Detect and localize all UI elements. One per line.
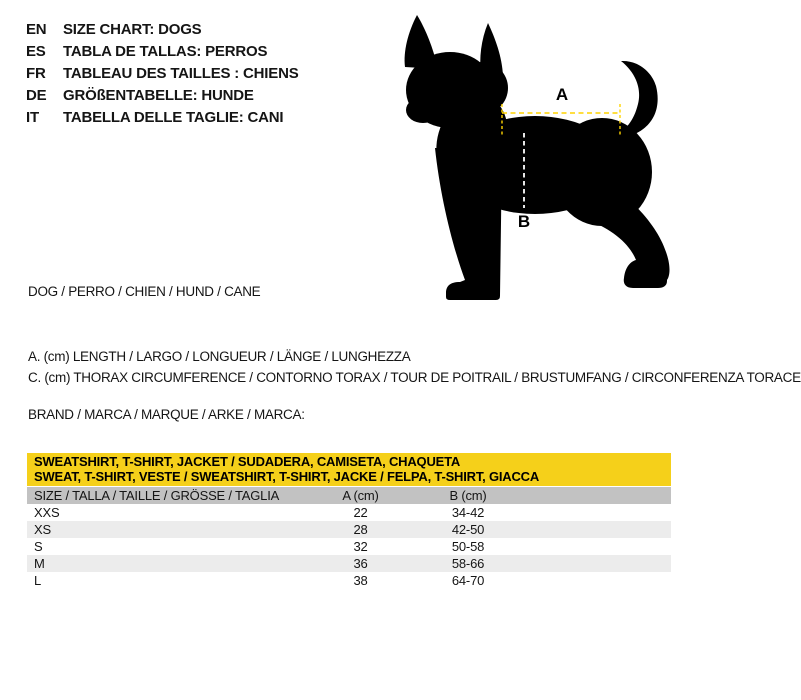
language-title: GRÖßENTABELLE: HUNDE <box>63 87 254 104</box>
a-cell: 22 <box>353 505 368 520</box>
language-title: TABLEAU DES TAILLES : CHIENS <box>63 65 299 82</box>
language-row-en <box>26 19 299 41</box>
language-list <box>26 19 299 129</box>
table-header-row <box>27 487 671 504</box>
language-code: ES <box>26 43 46 60</box>
dog-silhouette-icon <box>405 15 670 300</box>
table-row <box>27 555 671 572</box>
b-cell: 58-66 <box>451 556 485 571</box>
b-cell: 50-58 <box>451 539 485 554</box>
table-row <box>27 538 671 555</box>
language-title: SIZE CHART: DOGS <box>63 21 202 38</box>
a-cell: 32 <box>353 539 368 554</box>
legend-thorax: C. (cm) THORAX CIRCUMFERENCE / CONTORNO TORAX / TOUR DE POITRAIL / BRUSTUMFANG / CIRCONFERENZA TORACE <box>28 370 801 385</box>
a-cell: 36 <box>353 556 368 571</box>
language-title: TABELLA DELLE TAGLIE: CANI <box>63 109 284 126</box>
b-cell: 34-42 <box>451 505 485 520</box>
dog-diagram-svg <box>390 10 690 300</box>
a-cell: 38 <box>353 573 368 588</box>
measure-a-label: A <box>555 85 569 104</box>
a-cell: 28 <box>353 522 368 537</box>
size-cell: XXS <box>34 505 60 520</box>
table-row <box>27 504 671 521</box>
animal-caption: DOG / PERRO / CHIEN / HUND / CANE <box>28 284 261 299</box>
language-title: TABLA DE TALLAS: PERROS <box>63 43 268 60</box>
legend-length: A. (cm) LENGTH / LARGO / LONGUEUR / LÄNGE / LUNGHEZZA <box>28 349 411 364</box>
measure-b-label: B <box>517 212 531 231</box>
header-b-cm: B (cm) <box>449 488 487 503</box>
garment-type-line-1: SWEATSHIRT, T-SHIRT, JACKET / SUDADERA, CAMISETA, CHAQUETA <box>34 454 461 469</box>
size-cell: L <box>34 573 42 588</box>
language-row-de <box>26 85 299 107</box>
size-cell: XS <box>34 522 51 537</box>
language-row-it <box>26 107 299 129</box>
dog-measurement-diagram <box>390 10 690 300</box>
size-cell: M <box>34 556 45 571</box>
language-code: IT <box>26 109 39 126</box>
size-cell: S <box>34 539 43 554</box>
measurement-legend <box>28 346 801 388</box>
language-row-fr <box>26 63 299 85</box>
b-cell: 64-70 <box>451 573 485 588</box>
b-cell: 42-50 <box>451 522 485 537</box>
garment-type-line-2: SWEAT, T-SHIRT, VESTE / SWEATSHIRT, T-SHIRT, JACKE / FELPA, T-SHIRT, GIACCA <box>34 469 540 484</box>
brand-caption: BRAND / MARCA / MARQUE / ARKE / MARCA: <box>28 407 305 422</box>
language-code: DE <box>26 87 47 104</box>
header-size: SIZE / TALLA / TAILLE / GRÖSSE / TAGLIA <box>34 488 280 503</box>
language-row-es <box>26 41 299 63</box>
language-code: EN <box>26 21 47 38</box>
table-row <box>27 572 671 589</box>
size-table <box>27 453 671 589</box>
table-row <box>27 521 671 538</box>
garment-type-banner <box>27 453 671 486</box>
header-a-cm: A (cm) <box>342 488 379 503</box>
language-code: FR <box>26 65 46 82</box>
